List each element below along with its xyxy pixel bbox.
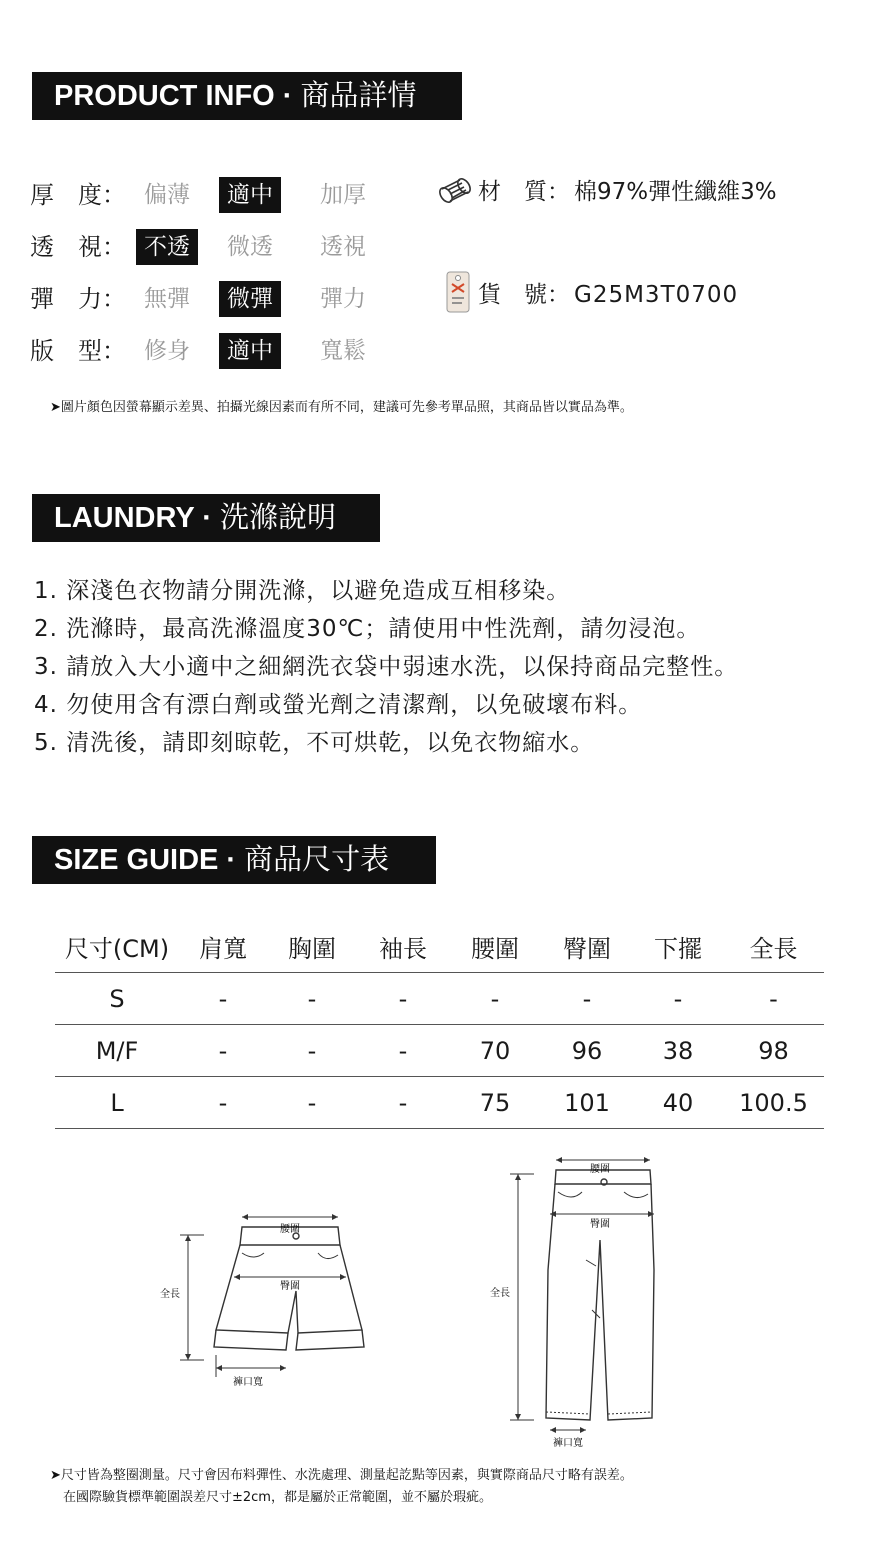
shorts-length-label: 全長 [160,1289,180,1300]
size-table-header-cell: 胸圍 [267,920,357,973]
size-table-header-cell: 肩寬 [179,920,267,973]
laundry-header-cn: 洗滌說明 [219,502,336,534]
size-value-cell: - [267,973,357,1025]
pants-waist-label: 腰圍 [590,1164,610,1175]
size-table-header-row [55,920,824,973]
fabric-roll-icon [436,178,472,206]
product-info-header-cn: 商品詳情 [300,80,417,112]
laundry-item: 2. 洗滌時，最高洗滌溫度30℃；請使用中性洗劑，請勿浸泡。 [34,616,701,642]
size-value-cell: - [357,973,449,1025]
attribute-option-selected: 微彈 [219,281,281,317]
size-value-cell: - [179,1077,267,1129]
laundry-item: 1. 深淺色衣物請分開洗滌，以避免造成互相移染。 [34,578,571,604]
laundry-header-en: LAUNDRY · [54,502,220,534]
shorts-hip-label: 臀圍 [280,1281,300,1292]
size-name-cell: S [55,973,179,1025]
size-value-cell: 40 [633,1077,723,1129]
size-guide-header-cn: 商品尺寸表 [244,844,390,876]
size-table-header-cell: 腰圍 [449,920,541,973]
attribute-option: 寬鬆 [320,338,366,364]
pants-diagram [480,1150,680,1450]
pants-length-label: 全長 [490,1288,510,1299]
sku-spec [478,277,738,313]
size-guide-header-en: SIZE GUIDE · [54,844,245,876]
attribute-option: 透視 [320,234,366,260]
size-value-cell: 98 [723,1025,824,1077]
shorts-diagram [150,1205,380,1395]
size-value-cell: 100.5 [723,1077,824,1129]
size-guide-header [32,836,436,884]
table-row [55,1025,824,1077]
material-label: 材 質： [478,179,570,205]
attribute-label: 彈 力： [30,285,126,313]
size-note-1: ➤尺寸皆為整圈測量。尺寸會因布料彈性、水洗處理、測量起訖點等因素，與實際商品尺寸略有誤差。 [50,1468,633,1483]
size-value-cell: - [179,1025,267,1077]
attribute-option: 彈力 [320,286,366,312]
size-value-cell: - [267,1025,357,1077]
size-table-header-cell: 尺寸(CM) [55,920,179,973]
color-disclaimer: ➤圖片顏色因螢幕顯示差異、拍攝光線因素而有所不同，建議可先參考單品照，其商品皆以實品為準。 [50,400,633,415]
size-value-cell: - [267,1077,357,1129]
material-value: 棉97%彈性纖維3% [574,179,777,205]
attribute-option-selected: 適中 [219,333,281,369]
size-table-header-cell: 全長 [723,920,824,973]
shorts-hem-label: 褲口寬 [233,1377,263,1388]
size-value-cell: 38 [633,1025,723,1077]
laundry-item: 4. 勿使用含有漂白劑或螢光劑之清潔劑，以免破壞布料。 [34,692,643,718]
size-value-cell: 96 [541,1025,633,1077]
size-value-cell: - [633,973,723,1025]
size-table-header-cell: 下擺 [633,920,723,973]
material-spec [478,174,777,210]
size-value-cell: - [179,973,267,1025]
size-value-cell: - [449,973,541,1025]
shorts-waist-label: 腰圍 [280,1224,300,1235]
size-name-cell: M/F [55,1025,179,1077]
size-note-2: 在國際驗貨標準範圍誤差尺寸±2cm，都是屬於正常範圍，並不屬於瑕疵。 [50,1490,492,1505]
attribute-option-selected: 適中 [219,177,281,213]
pants-hem-label: 褲口寬 [553,1438,583,1449]
table-row [55,973,824,1025]
attribute-label: 厚 度： [30,181,126,209]
size-name-cell: L [55,1077,179,1129]
size-table-header-cell: 袖長 [357,920,449,973]
laundry-item: 3. 請放入大小適中之細網洗衣袋中弱速水洗，以保持商品完整性。 [34,654,739,680]
sku-value: G25M3T0700 [574,282,739,308]
size-value-cell: - [541,973,633,1025]
attribute-option: 加厚 [320,182,366,208]
attribute-label: 透 視： [30,233,126,261]
attribute-option: 修身 [144,338,190,364]
size-value-cell: - [357,1077,449,1129]
attribute-option-selected: 不透 [136,229,198,265]
laundry-header [32,494,380,542]
attribute-label: 版 型： [30,337,126,365]
product-info-header-en: PRODUCT INFO · [54,80,301,112]
sku-label: 貨 號： [478,282,570,308]
tag-icon [444,270,472,314]
attribute-option: 微透 [227,234,273,260]
size-value-cell: 70 [449,1025,541,1077]
size-value-cell: - [357,1025,449,1077]
laundry-item: 5. 清洗後，請即刻晾乾，不可烘乾，以免衣物縮水。 [34,730,595,756]
pants-hip-label: 臀圍 [590,1219,610,1230]
product-info-header [32,72,462,120]
attribute-option: 偏薄 [144,182,190,208]
size-table-header-cell: 臀圍 [541,920,633,973]
size-value-cell: 101 [541,1077,633,1129]
size-table [55,920,824,1129]
attribute-option: 無彈 [144,286,190,312]
size-value-cell: - [723,973,824,1025]
table-row [55,1077,824,1129]
size-value-cell: 75 [449,1077,541,1129]
